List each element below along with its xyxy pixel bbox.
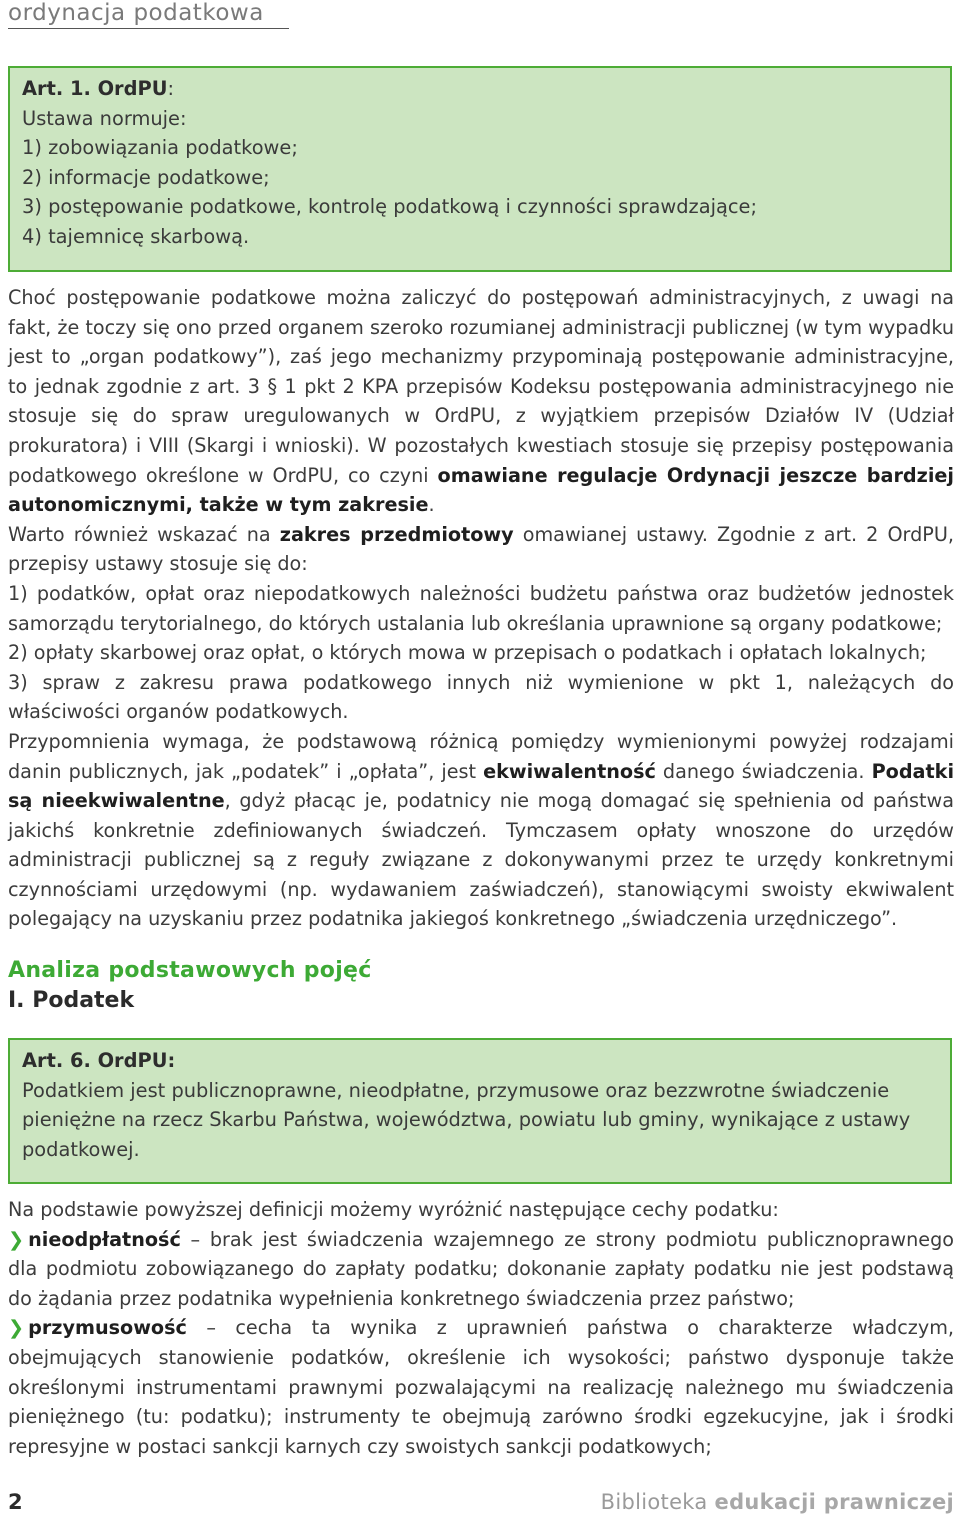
section-heading: Analiza podstawowych pojęć [8, 958, 372, 983]
main-text-block [8, 283, 954, 934]
para1-bold: omawiane regulacje Ordynacji jeszcze bardziej autonomicznymi, także w tym zakresie [8, 463, 954, 517]
article-6-box [8, 1038, 952, 1184]
para2-text-c: omawianej ustawy. Zgodnie z art. 2 OrdPU, przepisy ustawy stosuje się do: [8, 522, 954, 576]
para1-text-c: . [428, 493, 435, 517]
article-6-label: Art. 6. OrdPU: [22, 1049, 176, 1072]
scope-list-item: 3) spraw z zakresu prawa podatkowego innych niż wymienione w pkt 1, należących do właściwości organów podatkowych. [8, 670, 954, 724]
article-1-line: 1) zobowiązania podatkowe; [22, 136, 298, 160]
para3-text-c: danego świadczenia. [655, 759, 872, 783]
article-1-colon: : [167, 77, 174, 100]
feature-desc: – brak jest świadczenia wzajemnego ze strony podmiotu publicznoprawnego dla podmiotu zobowiązanego do zapłaty podatku; dokonanie zapłaty podatku nie jest podstawą do żądania przez podatnika wypełnienia konkretnego świadczenia przez państwo; [8, 1227, 954, 1310]
paragraph-scope [8, 520, 954, 579]
article-1-line: Ustawa normuje: [22, 106, 187, 130]
page-header [8, 0, 289, 29]
publisher-brand [601, 1490, 954, 1514]
double-chevron-icon: ❯ [8, 1316, 25, 1340]
feature-term: nieodpłatność [28, 1227, 181, 1251]
features-block [8, 1195, 954, 1461]
brand-part-a: Biblioteka [600, 1490, 715, 1514]
para3-text-e: , gdyż płacąc je, podatnicy nie mogą domagać się spełnienia od państwa jakichś konkretnie zdefiniowanych świadczeń. Tymczasem opłaty wnoszone do urzędów administracji publicznej są z reguły związane z dokonywanymi przez te urzędy konkretnymi czynnościami urzędowymi (np. wydawaniem zaświadczeń), stanowiącymi swoisty ekwiwalent polegający na uzyskaniu przez podatnika jakiegoś konkretnego „świadczenia urzędniczego”. [8, 789, 954, 931]
para3-bold-equivalence: ekwiwalentność [483, 759, 656, 783]
page-number: 2 [8, 1490, 23, 1514]
scope-list-item: 2) opłaty skarbowej oraz opłat, o których mowa w przepisach o podatkach i opłatach lokalnych; [8, 641, 927, 665]
feature-term: przymusowość [28, 1316, 187, 1340]
para2-text-a: Warto również wskazać na [8, 522, 280, 546]
scope-list-item: 1) podatków, opłat oraz niepodatkowych należności budżetu państwa oraz budżetów jednostek samorządu terytorialnego, do których ustalania lub określania uprawnione są organy podatkowe; [8, 581, 954, 635]
article-1-line: 4) tajemnicę skarbową. [22, 224, 250, 248]
brand-part-b: edukacji prawniczej [714, 1490, 954, 1514]
paragraph-equivalence [8, 727, 954, 934]
article-1-label: Art. 1. OrdPU [22, 77, 168, 100]
article-1-line: 2) informacje podatkowe; [22, 165, 270, 189]
subsection-heading: I. Podatek [8, 988, 135, 1013]
para1-text-a: Choć postępowanie podatkowe można zaliczyć do postępowań administracyjnych, z uwagi na fakt, że toczy się ono przed organem szeroko rozumianej administracji publicznej (w tym wypadku jest to „organ podatkowy”), zaś jego mechanizmy przypominają postępowanie administracyjne, to jednak zgodnie z art. 3 § 1 pkt 2 KPA przepisów Kodeksu postępowania administracyjnego nie stosuje się do spraw uregulowanych w OrdPU, z wyjątkiem przepisów Działów IV (Udział prokuratora) i VIII (Skargi i wnioski). W pozostałych kwestiach stosuje się przepisy postępowania podatkowego określone w OrdPU, co czyni [8, 286, 954, 487]
paragraph-autonomy [8, 283, 954, 520]
features-intro: Na podstawie powyższej definicji możemy wyróżnić następujące cechy podatku: [8, 1198, 779, 1221]
header-title: ordynacja podatkowa [8, 0, 264, 26]
article-1-box [8, 66, 952, 272]
para2-bold: zakres przedmiotowy [279, 522, 514, 546]
article-6-text: Podatkiem jest publicznoprawne, nieodpłatne, przymusowe oraz bezzwrotne świadczenie pieniężne na rzecz Skarbu Państwa, województwa, powiatu lub gminy, wynikające z ustawy podatkowej. [22, 1078, 911, 1161]
feature-item [8, 1313, 954, 1461]
double-chevron-icon: ❯ [8, 1227, 25, 1251]
article-1-line: 3) postępowanie podatkowe, kontrolę podatkową i czynności sprawdzające; [22, 195, 758, 219]
feature-item [8, 1225, 954, 1314]
para3-text-a: Przypomnienia wymaga, że podstawową różnicą pomiędzy wymienionymi powyżej rodzajami danin publicznych, jak „podatek” i „opłata”, jest [8, 729, 954, 783]
feature-desc: – cecha ta wynika z uprawnień państwa o charakterze władczym, obejmujących stanowienie podatków, określenie ich wysokości; państwo dysponuje także określonymi instrumentami prawnymi pozwalającymi na realizację należnego mu świadczenia pieniężnego (tu: podatku); instrumenty te obejmują zarówno środki egzekucyjne, jak i środki represyjne w postaci sankcji karnych czy swoistych sankcji podatkowych; [8, 1316, 954, 1458]
para3-bold-nonequivalent: Podatki są nieekwiwalentne [8, 759, 955, 813]
